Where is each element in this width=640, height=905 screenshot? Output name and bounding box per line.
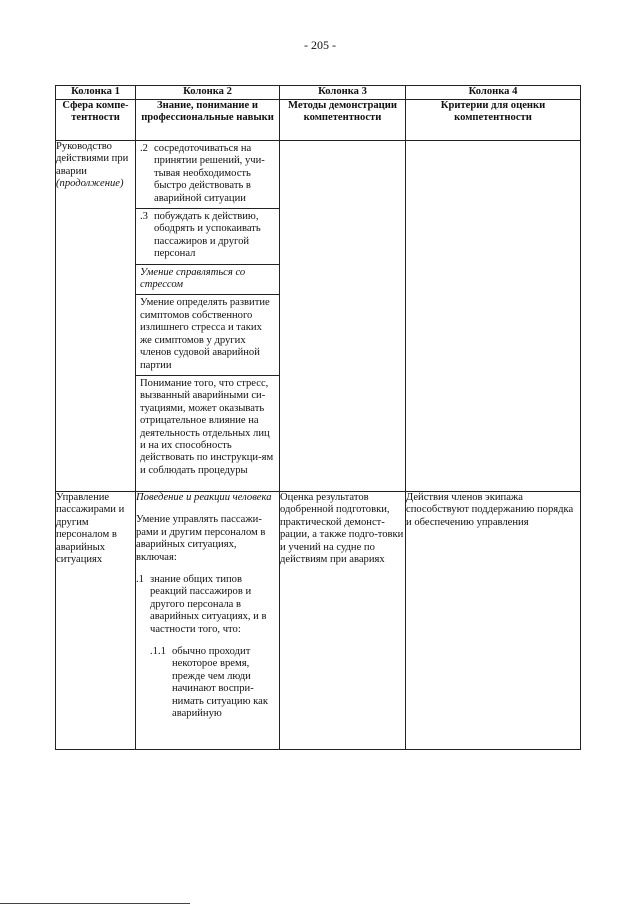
column-title-2: Знание, понимание и профессиональные навыки [136,100,280,141]
competence-cell [56,492,136,750]
item-text: обычно проходит некоторое время, прежде чем люди начинают воспри-нимать ситуацию как аварийную [172,646,268,720]
column-number-3: Колонка 3 [280,86,406,100]
paragraph: Умение определять развитие симптомов собственного излишнего стресса и таких же симптомов у других членов судовой аварийной партии [136,295,279,375]
footer-divider [0,903,190,904]
column-number-1: Колонка 1 [56,86,136,100]
column-number-2: Колонка 2 [136,86,280,100]
item-text: знание общих типов реакций пассажиров и другого персонала в аварийных ситуациях, и в частности того, что: [150,574,267,635]
continuation-note: (продолжение) [56,178,124,190]
column-number-row [56,86,581,100]
list-item [136,646,279,720]
item-number: .1.1 [150,646,166,658]
item-text: побуждать к действию, ободрять и успокаивать пассажиров и другой персонал [154,211,261,260]
subheading: Поведение и реакции человека [136,492,272,503]
page-number: - 205 - [304,38,336,52]
column-title-row [56,100,581,141]
column-number-4: Колонка 4 [406,86,581,100]
column-title-4: Критерии для оценки компетентности [406,100,581,141]
column-title-1: Сфера компе-тентности [56,100,136,141]
paragraph: Понимание того, что стресс, вызванный аварийными си-туациями, может оказывать отрицательное влияние на деятельность отдельных лиц и на их способность действовать по инструкци-ям и соблюдать процедуры [140,377,274,476]
paragraph: Умение управлять пассажи-рами и другим персоналом в аварийных ситуациях, включая: [136,514,266,563]
table-row [56,492,581,750]
list-item [140,211,275,261]
knowledge-cell [136,141,280,492]
competence-table [55,85,581,750]
criteria-cell [406,141,581,492]
methods-cell: Оценка результатов одобренной подготовки, практической демонст-рации, а также подго-товки и учений на судне по действиям при авариях [280,492,406,750]
criteria-cell: Действия членов экипажа способствуют поддержанию порядка и обеспечению управления [406,492,581,750]
list-item [136,574,279,636]
table-row [56,141,581,492]
subheading: Умение справляться со стрессом [136,265,279,296]
item-text: сосредоточиваться на принятии решений, учи-тывая необходимость быстро действовать в аварийной ситуации [154,143,265,204]
methods-cell [280,141,406,492]
item-number: .3 [140,211,148,223]
list-item [140,143,275,205]
column-title-3: Методы демонстрации компетентности [280,100,406,141]
item-number: .2 [140,143,148,154]
competence-cell [56,141,136,492]
knowledge-cell [136,492,280,750]
item-number: .1 [136,574,144,586]
competence-name: Руководство действиями при аварии [56,141,129,177]
competence-name: Управление пассажирами и другим персоналом в аварийных ситуациях [56,492,125,566]
